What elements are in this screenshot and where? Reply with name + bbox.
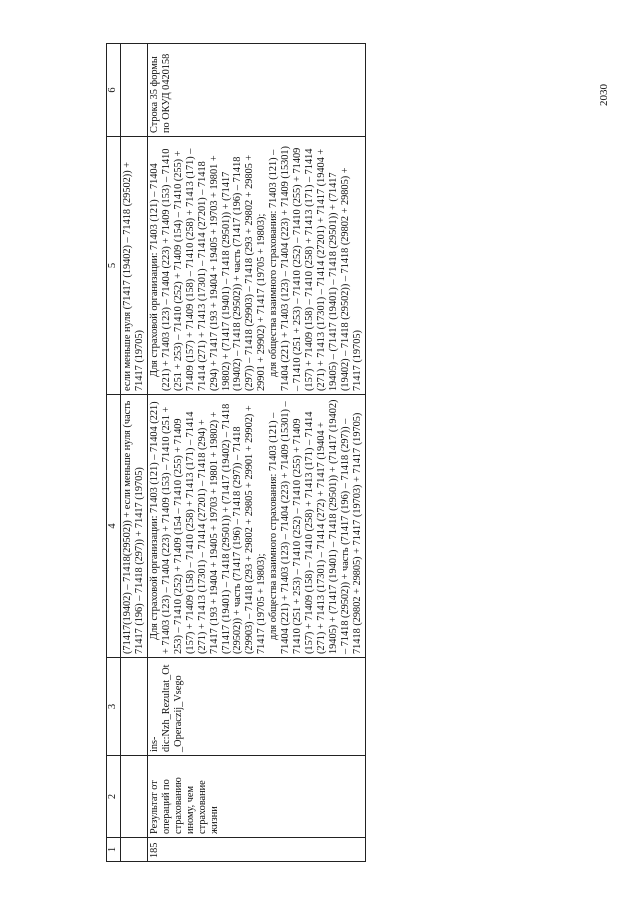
header-cell-4: 4 [107, 395, 121, 658]
table-row [147, 44, 365, 862]
formula-new-insurer: Для страховой организации: 71403 (121) – 71404 (221) + 71403 (123) – 71404 (223) + 71409 (153) – 71410 (251 + 253) – 71410 (252) + 71409 (154) – 71410 (255) + 71409 (157) + 71409 (158) – 71410 (258) + 71413 (171) – 71414 (271) + 71413 (17301) – 71414 (27201) – 71418 (294) + 71417 (193 + 19404 + 19405 + 19703 + 19801 + 19802) + (71417 (19401) – 71418 (29501)) + (71417 (19402) – 71418 (29502)) + часть (71417 (196) – 71418 (297)) – 71418 (29903) – 71418 (293 + 29802 + 29805 + 29901 + 29902) + 71417 (19705 + 19803); [148, 148, 268, 391]
header-row [107, 44, 121, 862]
formula-table [106, 43, 366, 862]
header-cell-5: 5 [107, 137, 121, 395]
formula-old-insurer: Для страховой организации: 71403 (121) – 71404 (221) + 71403 (123) – 71404 (223) + 71409 (153) – 71410 (251 + 253) – 71410 (252) + 71409 (154 – 71410 (255) + 71409 (157) + 71409 (158) – 71410 (258) + 71413 (171) – 71414 (271) + 71413 (17301) – 71414 (27201) – 71418 (294) + 71417 (193 + 19404 + 19405 + 19703 + 19801 + 19802) + (71417 (19401) – 71418 (29501)) + (71417 (19402) – 71418 (29502)) + часть (71417 (196) – 71418 (297)) – 71418 (29903) – 71418 (293 + 29802 + 29805 + 29901 + 29902) + 71417 (19705 + 19803); [148, 401, 268, 654]
row-formula-new [147, 137, 365, 395]
cont-cell-3 [121, 658, 148, 756]
row-number: 185 [147, 838, 365, 862]
row-source-reference: Строка 35 формы по ОКУД 0420158 [147, 44, 365, 137]
formula-new-mutual: для общества взаимного страхования: 71403 (121) – 71404 (221) + 71403 (123) – 71404 (223) + 71409 (15301) – 71410 (251 + 253) – 71410 (252) – 71410 (255) + 71409 (157) + 71409 (158) – 71410 (258) + 71413 (171) – 71414 (271) + 71413 (17301) – 71414 (27201) + 71417 (19404 + 19405) – (71417 (19401) – 71418 (29501)) + (71417 (19402) – 71418 (29502)) – 71418 (29802 + 29805) + 71417 (19705) [268, 146, 363, 391]
row-indicator-name: Результат от операций по страхованию иному, чем страхование жизни [147, 756, 365, 838]
cont-cell-5: если меньше нуля (71417 (19402) – 71418 (29502)) + 71417 (19705) [121, 137, 148, 395]
page-number-text: 2030 [598, 84, 610, 106]
header-cell-2: 2 [107, 756, 121, 838]
cont-cell-6 [121, 44, 148, 137]
header-cell-6: 6 [107, 44, 121, 137]
continuation-row [121, 44, 148, 862]
header-cell-1: 1 [107, 838, 121, 862]
header-cell-3: 3 [107, 658, 121, 756]
row-formula-old [147, 395, 365, 658]
cont-cell-2 [121, 756, 148, 838]
formula-old-mutual: для общества взаимного страхования: 71403 (121) – 71404 (221) + 71403 (123) – 71404 (223) + 71409 (15301) – 71410 (251 + 253) – 71410 (252) – 71410 (255) + 71409 (157) + 71409 (158) – 71410 (258) + 71413 (171) – 71414 (271) + 71413 (17301) – 71414 (272) + 71417 (19404 + 19405) + (71417 (19401) – 71418 (29501)) + (71417 (19402) – 71418 (29502)) + часть (71417 (196) – 71418 (297)) – 71418 (29802 + 29805) + 71417 (19703) + 71417 (19705) [268, 399, 363, 654]
page-number [596, 62, 616, 122]
cont-cell-4: (71417(19402) – 71418(29502)) + если меньше нуля (часть 71417 (196) – 71418 (297)) + 71417 (19705) [121, 395, 148, 658]
rotated-table-frame [106, 44, 580, 862]
row-code: ins-dic:Nzh_Rezultat_Ot_Operaczij_Vsego [147, 658, 365, 756]
cont-cell-1 [121, 838, 148, 862]
